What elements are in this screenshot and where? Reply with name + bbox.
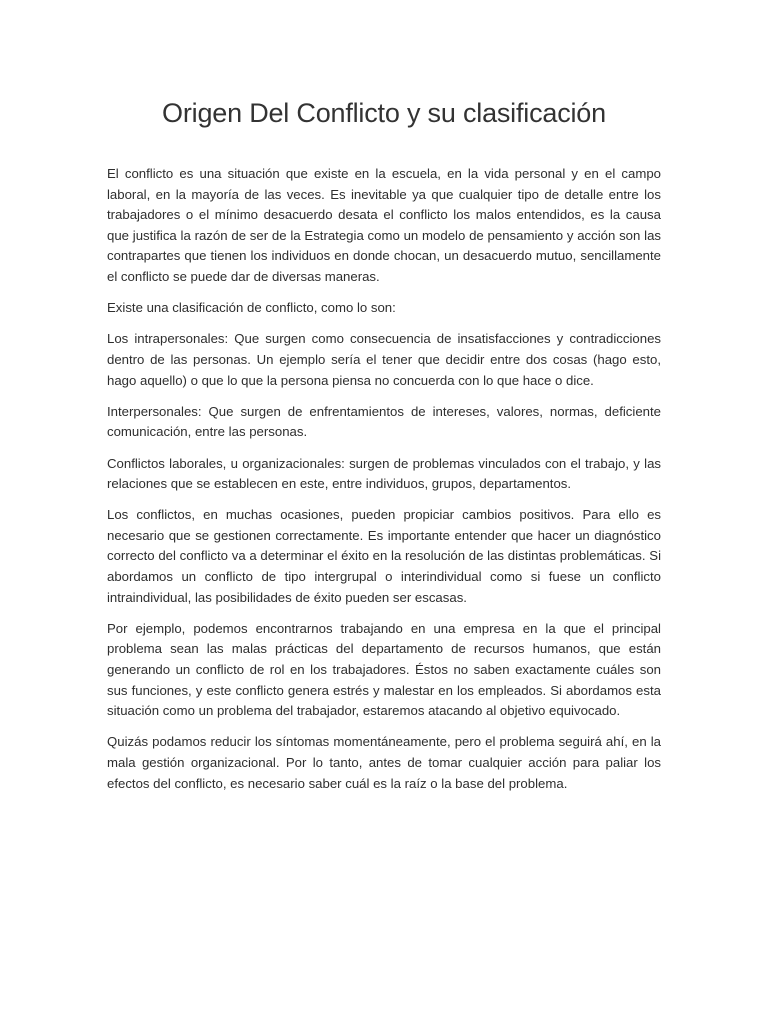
paragraph-example: Por ejemplo, podemos encontrarnos trabajando en una empresa en la que el principal problema sean las malas prácticas del departamento de recursos humanos, que están generando un conflicto de rol en los trabajadores. Éstos no saben exactamente cuáles son sus funciones, y este conflicto genera estrés y malestar en los empleados. Si abordamos esta situación como un problema del trabajador, estaremos atacando al objetivo equivocado. [107,620,661,719]
paragraph-conclusion: Quizás podamos reducir los síntomas momentáneamente, pero el problema seguirá ahí, en la mala gestión organizacional. Por lo tanto, antes de tomar cualquier acción para paliar los efectos del conflicto, es necesario saber cuál es la raíz o la base del problema. [107,734,661,791]
paragraph-interpersonal: Interpersonales: Que surgen de enfrentamientos de intereses, valores, normas, deficiente comunicación, entre las personas. [107,403,661,440]
document-body [107,164,661,805]
document-title: Origen Del Conflicto y su clasificación [162,98,606,128]
paragraph-intro: El conflicto es una situación que existe en la escuela, en la vida personal y en el campo laboral, en la mayoría de las veces. Es inevitable ya que cualquier tipo de detalle entre los trabajadores o el mínimo desacuerdo desata el conflicto los malos entendidos, es la causa que justifica la razón de ser de la Estrategia como un modelo de pensamiento y acción son las contrapartes que tienen los individuos en donde chocan, un desacuerdo mutuo, sencillamente el conflicto se puede dar de diversas maneras. [107,166,661,284]
paragraph-classification: Existe una clasificación de conflicto, como lo son: [107,300,396,316]
paragraph-intrapersonal: Los intrapersonales: Que surgen como consecuencia de insatisfacciones y contradicciones dentro de las personas. Un ejemplo sería el tener que decidir entre dos cosas (hago esto, hago aquello) o que lo que la persona piensa no concuerda con lo que hace o dice. [107,331,661,388]
paragraph-labor: Conflictos laborales, u organizacionales: surgen de problemas vinculados con el trabajo, y las relaciones que se establecen en este, entre individuos, grupos, departamentos. [107,455,661,492]
paragraph-positive-change: Los conflictos, en muchas ocasiones, pueden propiciar cambios positivos. Para ello es necesario que se gestionen correctamente. Es importante entender que hacer un diagnóstico correcto del conflicto va a determinar el éxito en la resolución de las distintas problemáticas. Si abordamos un conflicto de tipo intergrupal o interindividual como si fuese un conflicto intraindividual, las posibilidades de éxito pueden ser escasas. [107,507,661,605]
